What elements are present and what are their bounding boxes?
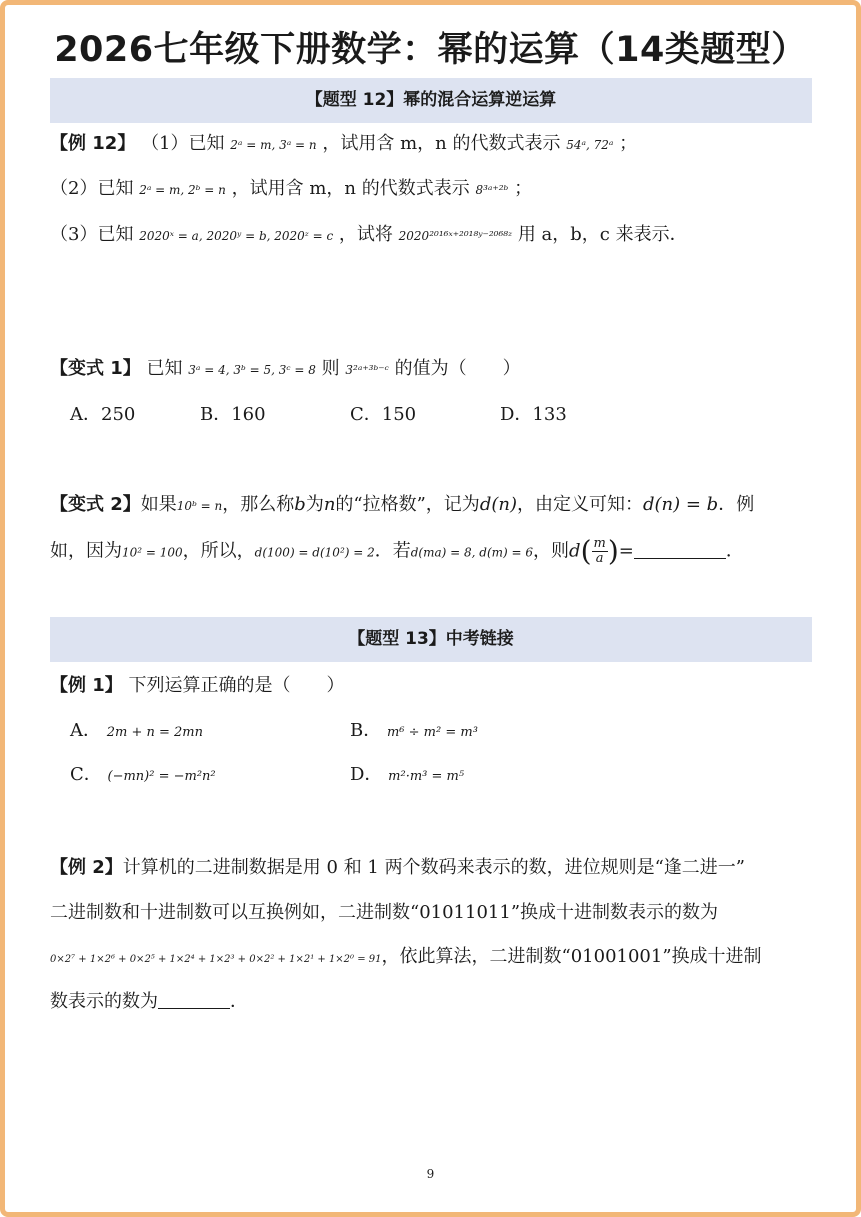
option-b-letter: B． bbox=[350, 720, 382, 741]
example-2-line-1 bbox=[50, 856, 745, 880]
v2-l2-d: d(100) = d(10²) = 2 bbox=[254, 545, 375, 560]
variant-1-option-a[interactable]: A．250 bbox=[70, 404, 136, 425]
v2-var-n: n bbox=[323, 494, 336, 515]
p3-text: ，试将 bbox=[338, 224, 393, 245]
p1-text: ，试用含 m，n 的代数式表示 bbox=[322, 133, 561, 154]
example-2-label: 【例 2】 bbox=[50, 857, 123, 878]
p3-expression: 2020²⁰¹⁶ˣ⁺²⁰¹⁸ʸ⁻²⁰⁶⁸ᶻ bbox=[398, 229, 513, 243]
option-c-letter: C． bbox=[70, 764, 102, 785]
right-paren: ) bbox=[607, 534, 619, 568]
page-number: 9 bbox=[426, 1167, 435, 1181]
v2-l2-f: d(ma) = 8, d(m) = 6 bbox=[410, 545, 534, 560]
v2-text-i: ，由定义可知： bbox=[516, 494, 643, 515]
variant-2-line-2 bbox=[50, 534, 744, 568]
v2-l2-eq: = bbox=[618, 540, 634, 562]
v2-l2-end: ． bbox=[725, 540, 744, 562]
fraction-denominator: a bbox=[595, 551, 604, 566]
example-2-text-1: 计算机的二进制数据是用 0 和 1 两个数码来表示的数，进位规则是“逢二进一” bbox=[122, 857, 745, 878]
example-1-option-b[interactable] bbox=[350, 719, 478, 745]
variant-1-end: 的值为（ ） bbox=[394, 358, 521, 379]
variant-1-option-b[interactable]: B．160 bbox=[200, 404, 266, 425]
fraction-m-over-a bbox=[592, 537, 608, 566]
v2-l2-g: ，则 bbox=[533, 540, 570, 562]
p3-end: 用 a，b，c 来表示． bbox=[517, 224, 688, 245]
v2-l2-b: 10² = 100 bbox=[122, 545, 183, 560]
answer-blank-variant-2[interactable] bbox=[634, 540, 726, 559]
example-12-label: 【例 12】 bbox=[50, 133, 136, 154]
option-b-expression: m⁶ ÷ m² = m³ bbox=[386, 725, 478, 740]
variant-1-mid: 则 bbox=[321, 358, 340, 379]
example-1-question bbox=[50, 674, 345, 698]
variant-1-expression: 3²ᵃ⁺³ᵇ⁻ᶜ bbox=[345, 363, 389, 377]
p3-intro: （3）已知 bbox=[50, 224, 134, 245]
page-title: 2026七年级下册数学：幂的运算（14类题型） bbox=[54, 30, 807, 70]
option-d-expression: m²·m³ = m⁵ bbox=[388, 769, 465, 784]
v2-l2-e: ．若 bbox=[374, 540, 411, 562]
left-paren: ( bbox=[580, 534, 592, 568]
example-2-end: ． bbox=[230, 991, 248, 1012]
binary-expansion: 0×2⁷ + 1×2⁶ + 0×2⁵ + 1×2⁴ + 1×2³ + 0×2² + 1×2¹ + 1×2⁰ = 91 bbox=[50, 954, 382, 965]
p2-expression: 8³ᵃ⁺²ᵇ bbox=[475, 183, 509, 197]
p1-end: ； bbox=[619, 133, 638, 154]
example-1-label: 【例 1】 bbox=[50, 675, 123, 696]
example-1-option-a[interactable] bbox=[70, 719, 203, 745]
example-2-text-4: 数表示的数为 bbox=[50, 991, 158, 1012]
p2-text: ，试用含 m，n 的代数式表示 bbox=[231, 178, 470, 199]
example-1-option-d[interactable] bbox=[350, 763, 464, 789]
example-12-part-1 bbox=[50, 132, 637, 157]
v2-text-k: ．例 bbox=[718, 494, 755, 515]
variant-1-option-d[interactable]: D．133 bbox=[500, 404, 567, 425]
v2-text-g: 的“拉格数”，记为 bbox=[335, 494, 480, 515]
v2-math-b: 10ᵇ = n bbox=[176, 499, 223, 513]
v2-text-c: ，那么称 bbox=[222, 494, 295, 515]
section-13-heading: 【题型 13】中考链接 bbox=[50, 617, 812, 662]
p2-end: ； bbox=[514, 178, 533, 199]
example-12-part-2 bbox=[50, 177, 532, 202]
p2-condition: 2ᵃ = m, 2ᵇ = n bbox=[139, 183, 226, 197]
variant-1-question bbox=[50, 357, 521, 382]
answer-blank-example-2[interactable] bbox=[158, 990, 230, 1009]
v2-l2-c: ，所以， bbox=[182, 540, 255, 562]
example-2-text-3: ，依此算法，二进制数“01001001”换成十进制 bbox=[381, 946, 762, 967]
section-12-heading: 【题型 12】幂的混合运算逆运算 bbox=[50, 78, 812, 123]
variant-1-option-c[interactable]: C．150 bbox=[350, 404, 417, 425]
example-1-text: 下列运算正确的是（ ） bbox=[128, 675, 345, 696]
variant-1-intro: 已知 bbox=[146, 358, 183, 379]
v2-l2-a: 如，因为 bbox=[50, 540, 122, 562]
example-12-part-3 bbox=[50, 223, 688, 248]
p2-intro: （2）已知 bbox=[50, 178, 134, 199]
v2-dn-eq-b: d(n) = b bbox=[642, 494, 719, 515]
variant-1-condition: 3ᵃ = 4, 3ᵇ = 5, 3ᶜ = 8 bbox=[188, 363, 316, 377]
v2-text-e: 为 bbox=[305, 494, 324, 515]
option-c-expression: (−mn)² = −m²n² bbox=[107, 769, 216, 784]
p1-intro: （1）已知 bbox=[141, 133, 225, 154]
option-a-expression: 2m + n = 2mn bbox=[106, 725, 203, 740]
option-a-letter: A． bbox=[70, 720, 101, 741]
example-2-line-3 bbox=[50, 945, 762, 972]
v2-l2-d-fn: d bbox=[569, 540, 581, 562]
example-2-line-2: 二进制数和十进制数可以互换例如，二进制数“01011011”换成十进制数表示的数为 bbox=[50, 902, 719, 923]
example-1-option-c[interactable] bbox=[70, 763, 216, 789]
example-2-line-4 bbox=[50, 990, 248, 1014]
p3-condition: 2020ˣ = a, 2020ʸ = b, 2020ᶻ = c bbox=[139, 229, 334, 243]
v2-dn: d(n) bbox=[479, 494, 517, 515]
v2-var-b: b bbox=[294, 494, 306, 515]
v2-text-a: 如果 bbox=[140, 494, 177, 515]
variant-2-label: 【变式 2】 bbox=[50, 494, 141, 515]
p1-expression: 54ᵃ, 72ᵃ bbox=[566, 138, 614, 152]
variant-2-line-1 bbox=[50, 493, 754, 518]
variant-1-label: 【变式 1】 bbox=[50, 358, 141, 379]
option-d-letter: D． bbox=[350, 764, 383, 785]
p1-condition: 2ᵃ = m, 3ᵃ = n bbox=[230, 138, 317, 152]
fraction-numerator: m bbox=[593, 536, 606, 551]
